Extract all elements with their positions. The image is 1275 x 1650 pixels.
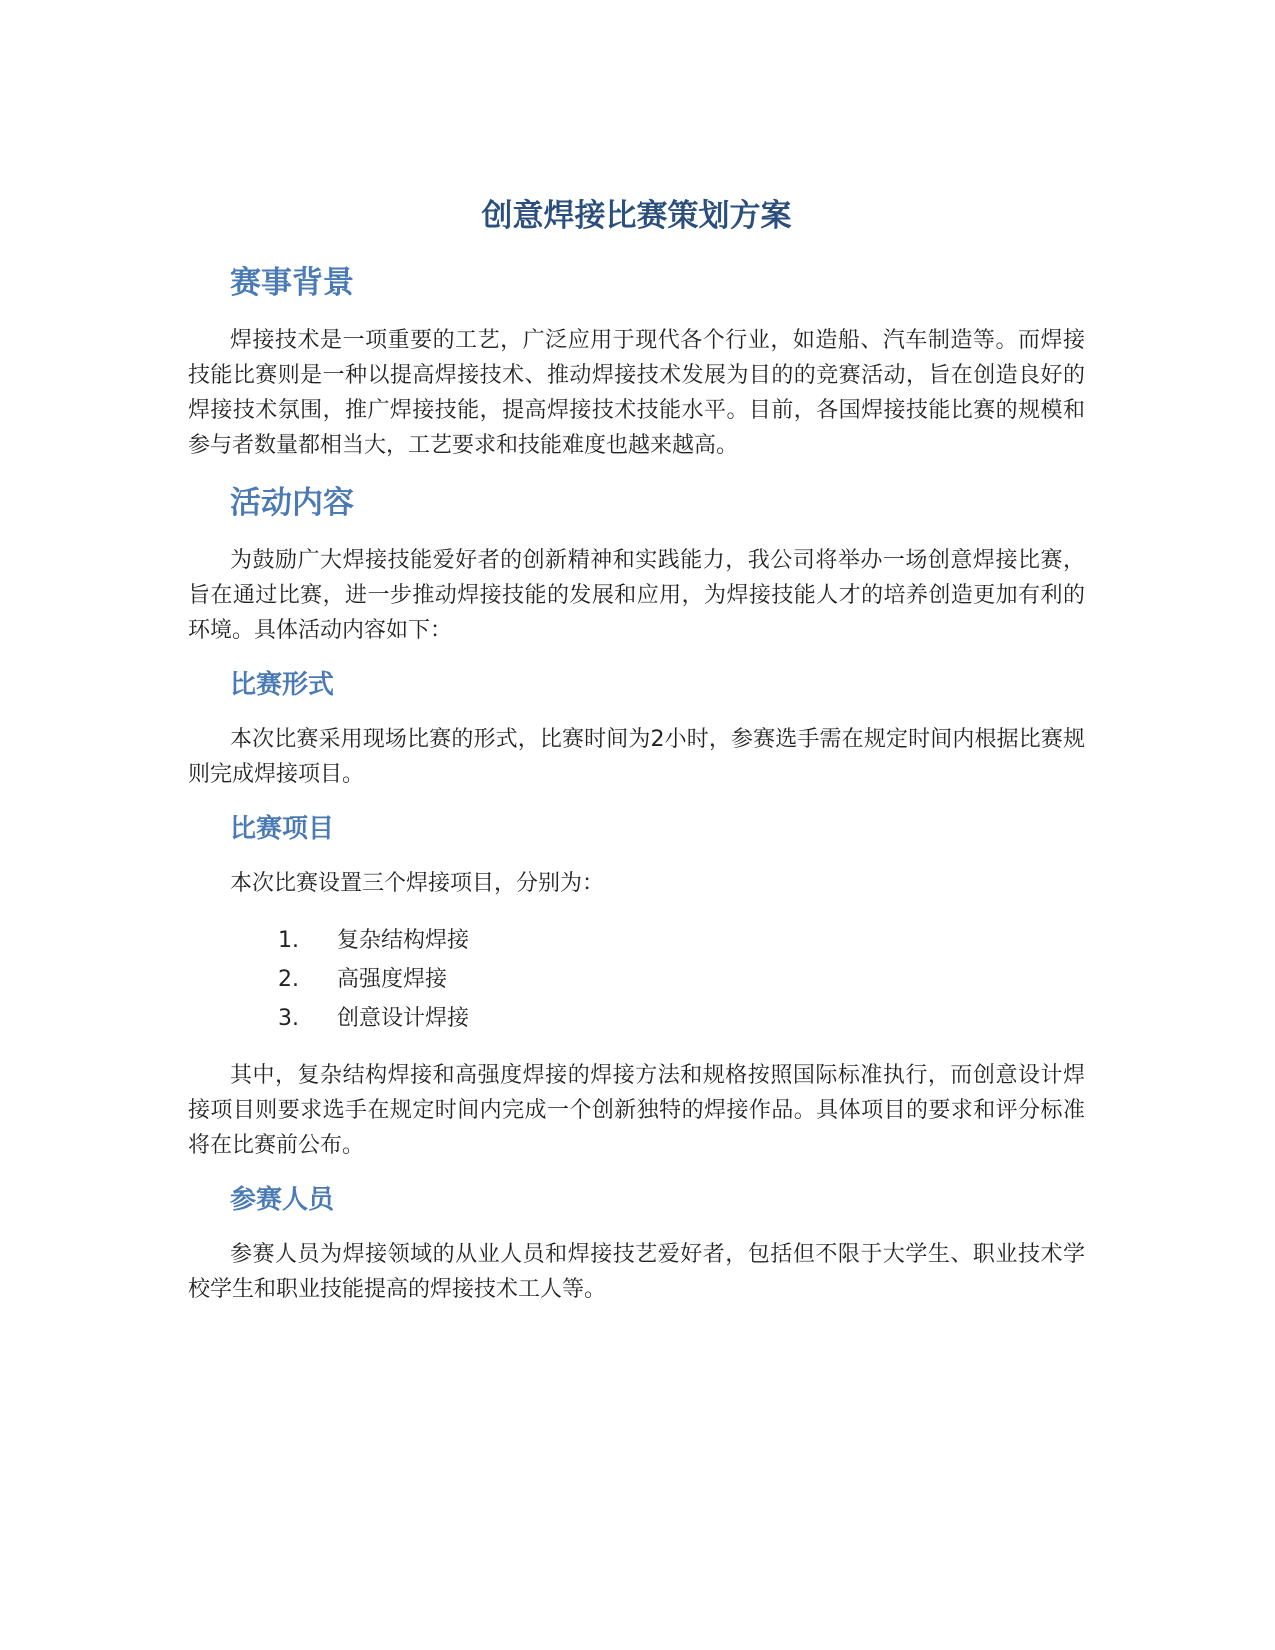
- section-heading-content: 活动内容: [230, 485, 354, 521]
- list-item-number: 1.: [278, 928, 299, 953]
- list-item-text: 高强度焊接: [337, 967, 448, 992]
- list-item: [188, 921, 1085, 960]
- list-item: [188, 960, 1085, 999]
- list-item-text: 创意设计焊接: [337, 1006, 470, 1031]
- document-body: [188, 196, 1085, 1327]
- paragraph-participants: 参赛人员为焊接领域的从业人员和焊接技艺爱好者，包括但不限于大学生、职业技术学校学生和职业技能提高的焊接技术工人等。: [188, 1242, 1085, 1302]
- paragraph-content: 为鼓励广大焊接技能爱好者的创新精神和实践能力，我公司将举办一场创意焊接比赛，旨在通过比赛，进一步推动焊接技能的发展和应用，为焊接技能人才的培养创造更加有利的环境。具体活动内容如下：: [188, 548, 1085, 643]
- paragraph-events-intro: 本次比赛设置三个焊接项目，分别为：: [230, 871, 605, 896]
- list-item: [188, 999, 1085, 1038]
- document-title: 创意焊接比赛策划方案: [481, 198, 792, 234]
- events-list: [188, 921, 1085, 1038]
- subsection-heading-format: 比赛形式: [230, 670, 335, 700]
- list-item-number: 2.: [278, 967, 299, 992]
- paragraph-events-details: 其中，复杂结构焊接和高强度焊接的焊接方法和规格按照国际标准执行，而创意设计焊接项目则要求选手在规定时间内完成一个创新独特的焊接作品。具体项目的要求和评分标准将在比赛前公布。: [188, 1063, 1085, 1158]
- subsection-heading-events: 比赛项目: [230, 814, 335, 844]
- subsection-heading-participants: 参赛人员: [230, 1185, 335, 1215]
- section-heading-background: 赛事背景: [230, 265, 354, 301]
- paragraph-background: 焊接技术是一项重要的工艺，广泛应用于现代各个行业，如造船、汽车制造等。而焊接技能比赛则是一种以提高焊接技术、推动焊接技术发展为目的的竞赛活动，旨在创造良好的焊接技术氛围，推广焊接技能，提高焊接技术技能水平。目前，各国焊接技能比赛的规模和参与者数量都相当大，工艺要求和技能难度也越来越高。: [188, 328, 1085, 458]
- list-item-number: 3.: [278, 1006, 299, 1031]
- list-item-text: 复杂结构焊接: [337, 928, 470, 953]
- paragraph-format: 本次比赛采用现场比赛的形式，比赛时间为2小时，参赛选手需在规定时间内根据比赛规则完成焊接项目。: [188, 727, 1085, 787]
